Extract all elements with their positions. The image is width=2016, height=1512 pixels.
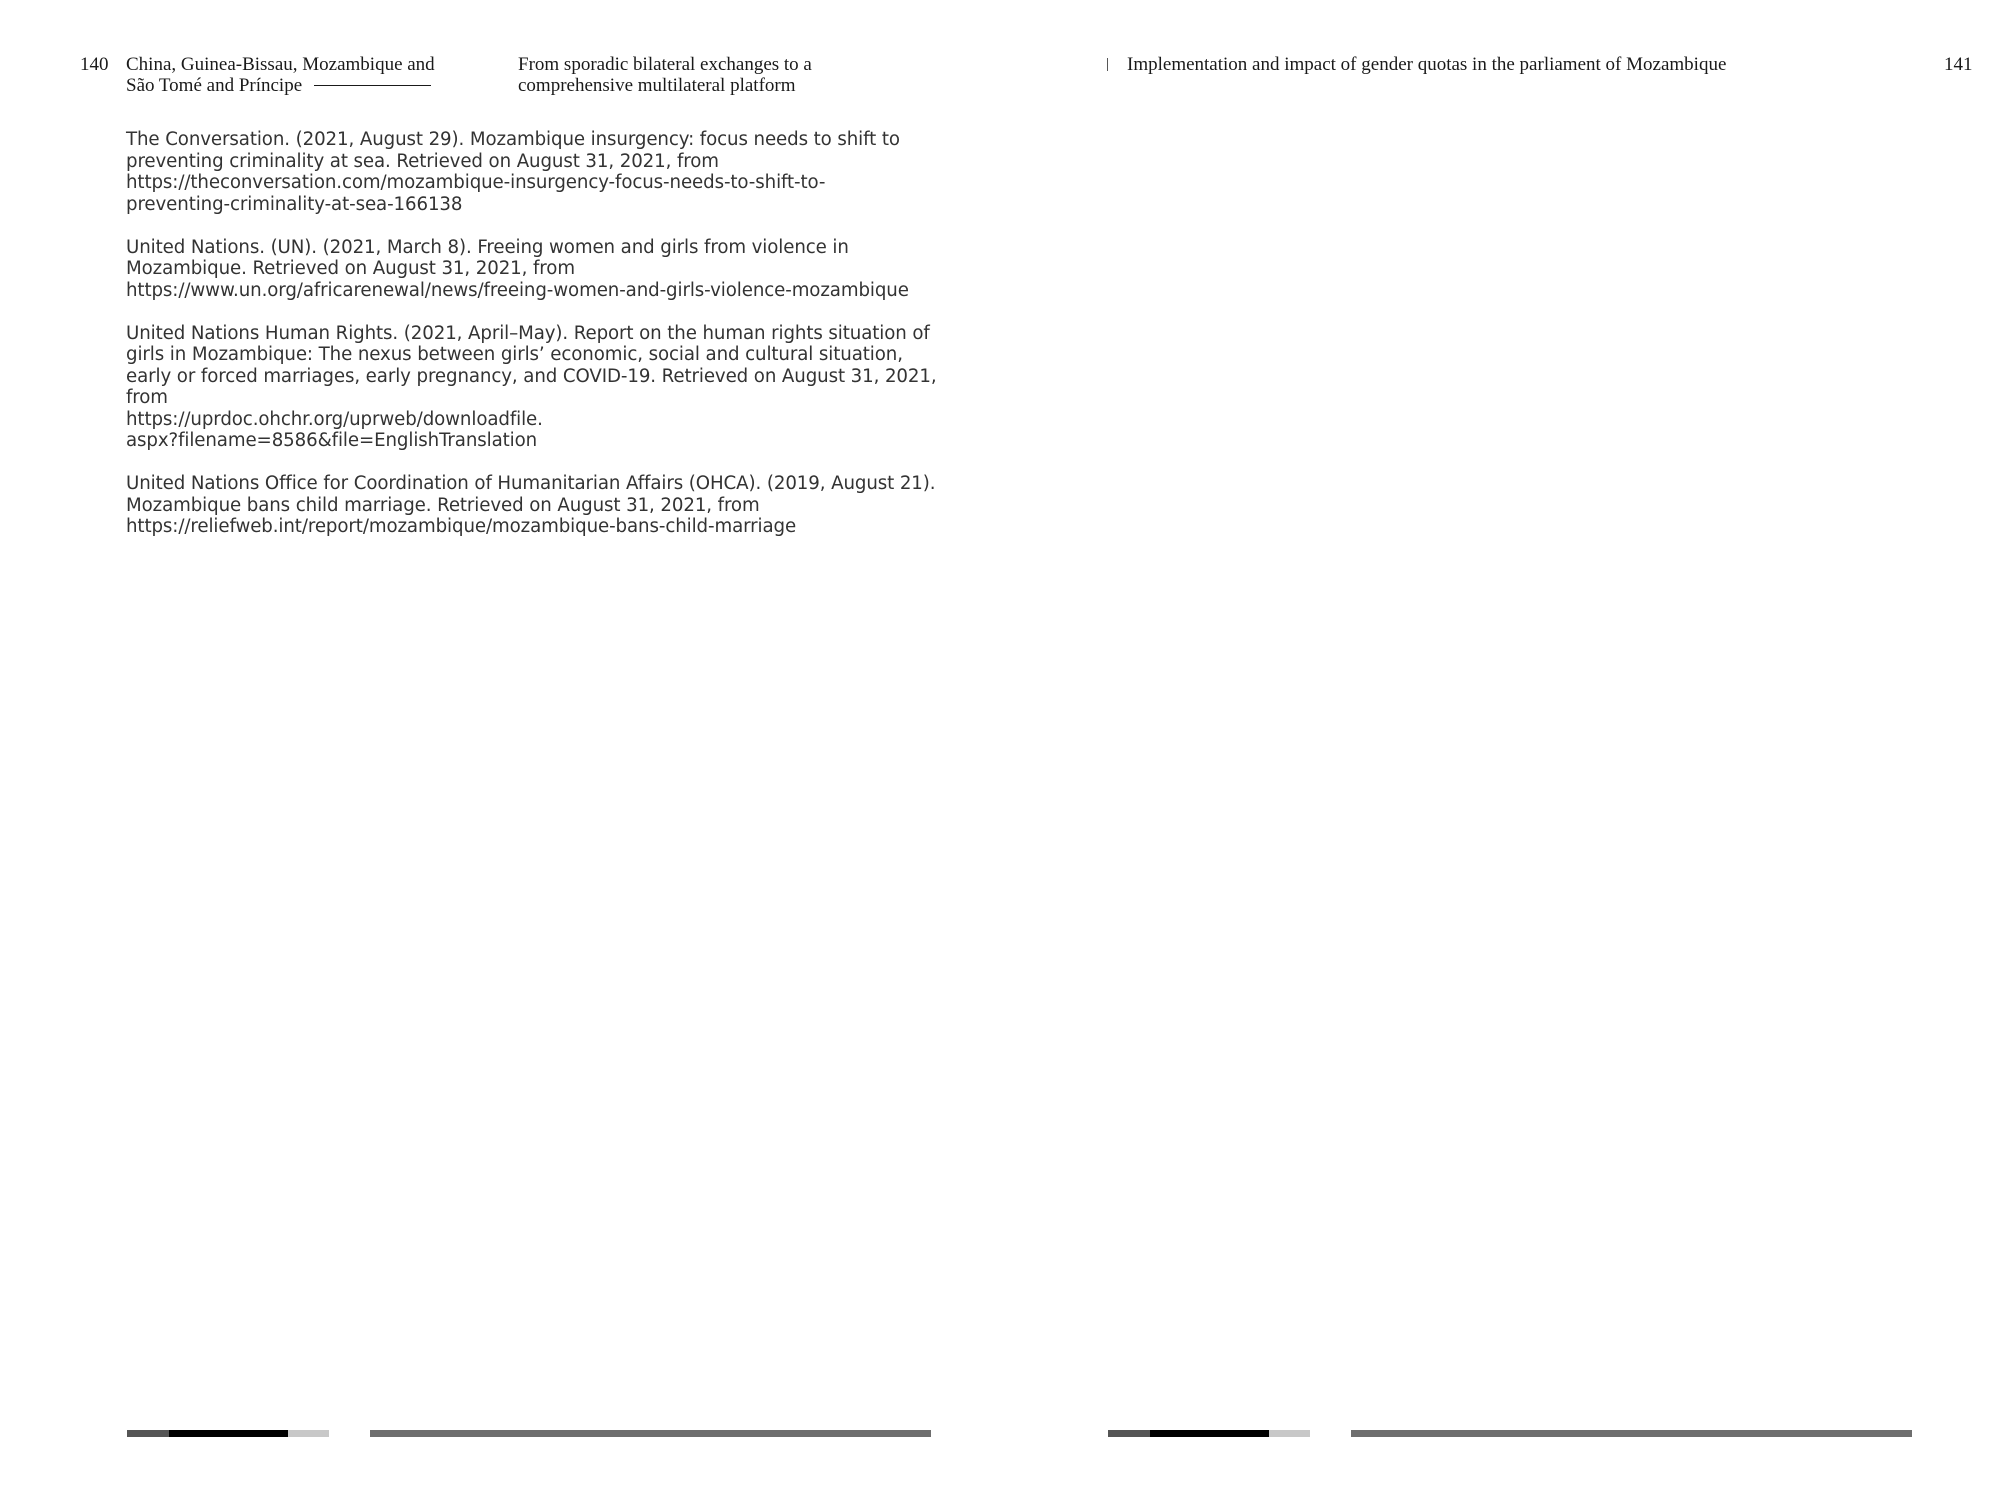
right-chapter-title: Implementation and impact of gender quotas in the parliament of Mozambique [1127, 54, 1727, 75]
reference-line: girls in Mozambique: The nexus between girls’ economic, social and cultural situation, [126, 344, 903, 365]
reference-line: United Nations Office for Coordination of Humanitarian Affairs (OHCA). (2019, August 21). [126, 473, 936, 494]
reference-line: United Nations. (UN). (2021, March 8). Freeing women and girls from violence in [126, 236, 849, 258]
footer-bar-right-dark [1108, 1430, 1150, 1437]
reference-line: early or forced marriages, early pregnancy, and COVID-19. Retrieved on August 31, 2021, [126, 365, 937, 387]
reference-line: https://uprdoc.ohchr.org/uprweb/downloadfile. [126, 408, 543, 430]
reference-line: https://reliefweb.int/report/mozambique/mozambique-bans-child-marriage [126, 516, 797, 537]
footer-bar-left-light [288, 1430, 329, 1437]
right-header-separator: | [1106, 56, 1110, 72]
reference-line: United Nations Human Rights. (2021, April–May). Report on the human rights situation of [126, 322, 930, 344]
footer-bar-left-black [169, 1430, 288, 1437]
reference-entry [126, 473, 946, 538]
reference-line: Mozambique. Retrieved on August 31, 2021, from [126, 258, 575, 279]
reference-line: preventing criminality at sea. Retrieved on August 31, 2021, from [126, 150, 719, 172]
left-chapter-title [518, 54, 812, 96]
reference-line: Mozambique bans child marriage. Retrieved on August 31, 2021, from [126, 494, 760, 516]
left-section-title-line-2-text: São Tomé and Príncipe [126, 75, 303, 96]
left-chapter-title-line-2: comprehensive multilateral platform [518, 75, 796, 96]
footer-bar-left-long [370, 1430, 931, 1437]
reference-entry [126, 323, 946, 452]
right-page-number: 141 [1944, 54, 1973, 75]
header-rule [314, 85, 431, 86]
reference-line: https://theconversation.com/mozambique-insurgency-focus-needs-to-shift-to- [126, 172, 826, 193]
reference-line: aspx?filename=8586&file=EnglishTranslation [126, 430, 538, 451]
left-page-number: 140 [80, 54, 109, 75]
footer-bar-left-dark [127, 1430, 169, 1437]
left-section-title [126, 54, 435, 96]
reference-line: The Conversation. (2021, August 29). Mozambique insurgency: focus needs to shift to [126, 129, 900, 150]
left-section-title-line-2 [126, 75, 435, 96]
left-chapter-title-line-1: From sporadic bilateral exchanges to a [518, 54, 812, 75]
reference-entry [126, 129, 946, 215]
footer-bar-right-light [1269, 1430, 1310, 1437]
footer-bar-right-long [1351, 1430, 1912, 1437]
footer-bar-right-black [1150, 1430, 1269, 1437]
reference-list [126, 129, 946, 559]
reference-line: https://www.un.org/africarenewal/news/freeing-women-and-girls-violence-mozambique [126, 279, 909, 301]
reference-entry [126, 237, 946, 302]
reference-line: from [126, 387, 168, 408]
left-section-title-line-1: China, Guinea-Bissau, Mozambique and [126, 54, 435, 75]
reference-line: preventing-criminality-at-sea-166138 [126, 193, 463, 215]
